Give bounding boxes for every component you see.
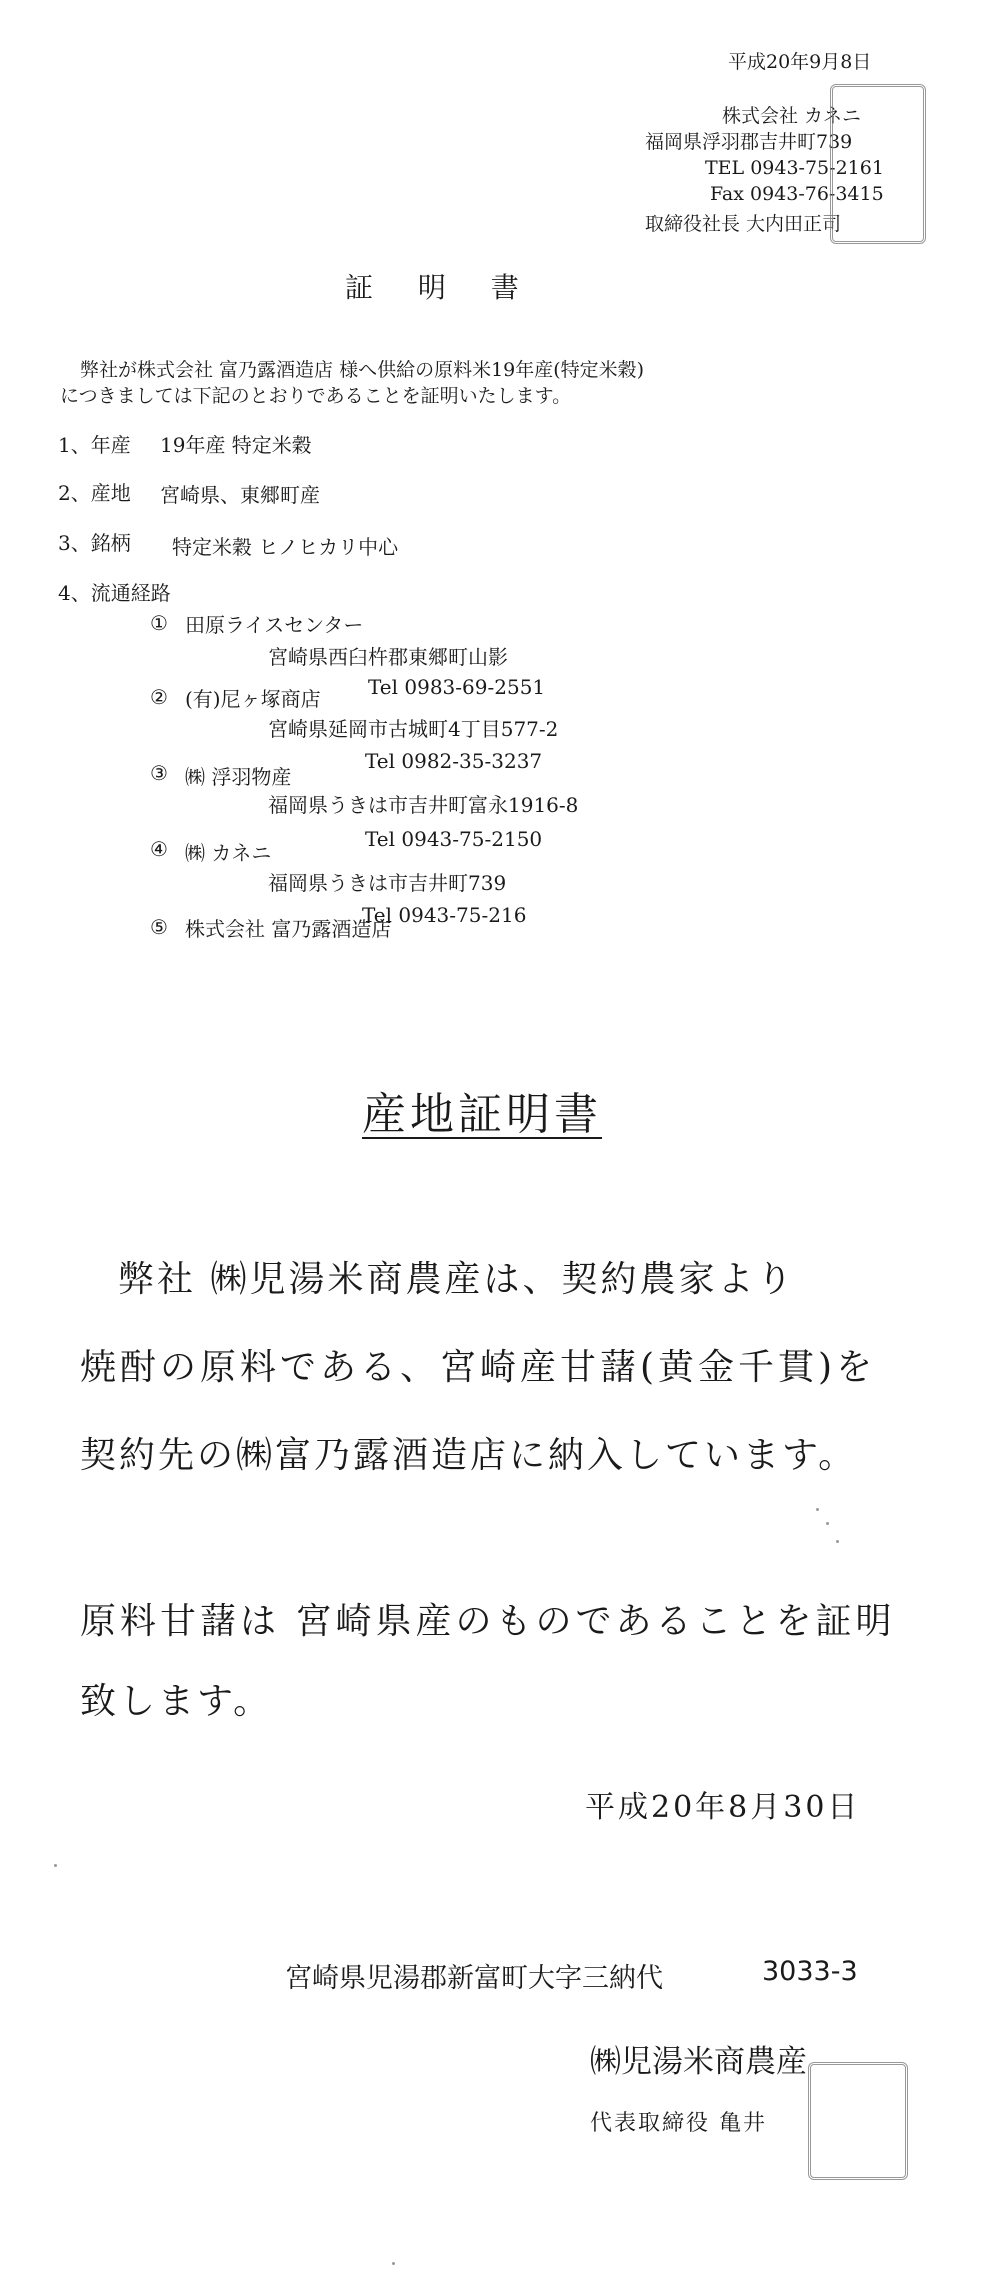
route-address: 福岡県うきは市吉井町富永1916-8	[268, 793, 579, 817]
company-address-number: 3033-3	[762, 1956, 858, 1987]
issue-date: 平成20年9月8日	[728, 51, 872, 73]
scan-speck	[836, 1540, 839, 1543]
route-tel: Tel 0943-75-2150	[365, 827, 543, 851]
item-brand-label: 3、銘柄	[58, 531, 131, 555]
paragraph-1-line-2: 焼酎の原料である、宮崎産甘藷(黄金千貫)を	[80, 1347, 877, 1388]
paragraph-1-line-3: 契約先の㈱富乃露酒造店に納入しています。	[80, 1435, 858, 1476]
company-seal-stamp-2	[808, 2062, 908, 2180]
origin-certificate-date: 平成20年8月30日	[585, 1790, 861, 1825]
route-number: ②	[150, 685, 168, 709]
scan-speck	[392, 2262, 395, 2265]
route-name: 田原ライスセンター	[185, 613, 364, 637]
route-tel: Tel 0982-35-3237	[365, 749, 543, 773]
route-name: ㈱ 浮羽物産	[185, 765, 292, 789]
route-tel: Tel 0943-75-216	[362, 903, 527, 927]
scan-speck	[816, 1508, 819, 1511]
route-number: ④	[150, 837, 168, 861]
item-year-label: 1、年産	[58, 433, 131, 457]
item-route-label: 4、流通経路	[58, 581, 171, 605]
route-name: (有)尼ヶ塚商店	[185, 687, 321, 711]
company-address: 宮崎県児湯郡新富町大字三納代	[285, 1963, 663, 1994]
origin-certificate-title: 産地証明書	[362, 1089, 602, 1140]
scan-speck	[54, 1864, 57, 1867]
item-origin-label: 2、産地	[58, 481, 131, 505]
route-number: ⑤	[150, 915, 168, 939]
intro-line-2: につきましては下記のとおりであることを証明いたします。	[60, 385, 572, 407]
route-number: ③	[150, 761, 168, 785]
item-year-value: 19年産 特定米穀	[160, 433, 312, 457]
route-address: 福岡県うきは市吉井町739	[268, 871, 507, 895]
route-tel: Tel 0983-69-2551	[368, 675, 546, 699]
company-representative: 代表取締役 亀井	[590, 2111, 767, 2136]
company-name: ㈱児湯米商農産	[590, 2044, 807, 2080]
certificate-title: 証 明 書	[345, 271, 537, 304]
item-origin-value: 宮崎県、東郷町産	[160, 483, 320, 507]
issuer-company: 株式会社 カネニ	[722, 105, 862, 127]
intro-line-1: 弊社が株式会社 富乃露酒造店 様へ供給の原料米19年産(特定米穀)	[80, 359, 645, 381]
scan-speck	[826, 1522, 829, 1525]
item-brand-value: 特定米穀 ヒノヒカリ中心	[172, 535, 399, 559]
route-number: ①	[150, 611, 168, 635]
route-name: ㈱ カネニ	[185, 841, 272, 865]
issuer-address: 福岡県浮羽郡吉井町739	[645, 131, 853, 153]
paragraph-2-line-1: 原料甘藷は 宮崎県産のものであることを証明	[80, 1601, 896, 1642]
company-seal-stamp-1	[830, 84, 926, 244]
paragraph-1-line-1: 弊社 ㈱児湯米商農産は、契約農家より	[118, 1259, 796, 1300]
route-name: 株式会社 富乃露酒造店	[185, 917, 392, 941]
issuer-representative: 取締役社長 大内田正司	[645, 213, 842, 235]
issuer-fax: Fax 0943-76-3415	[710, 183, 884, 205]
issuer-tel: TEL 0943-75-2161	[705, 157, 884, 179]
route-address: 宮崎県西臼杵郡東郷町山影	[268, 645, 508, 669]
paragraph-2-line-2: 致します。	[80, 1681, 273, 1722]
route-address: 宮崎県延岡市古城町4丁目577-2	[268, 717, 559, 741]
